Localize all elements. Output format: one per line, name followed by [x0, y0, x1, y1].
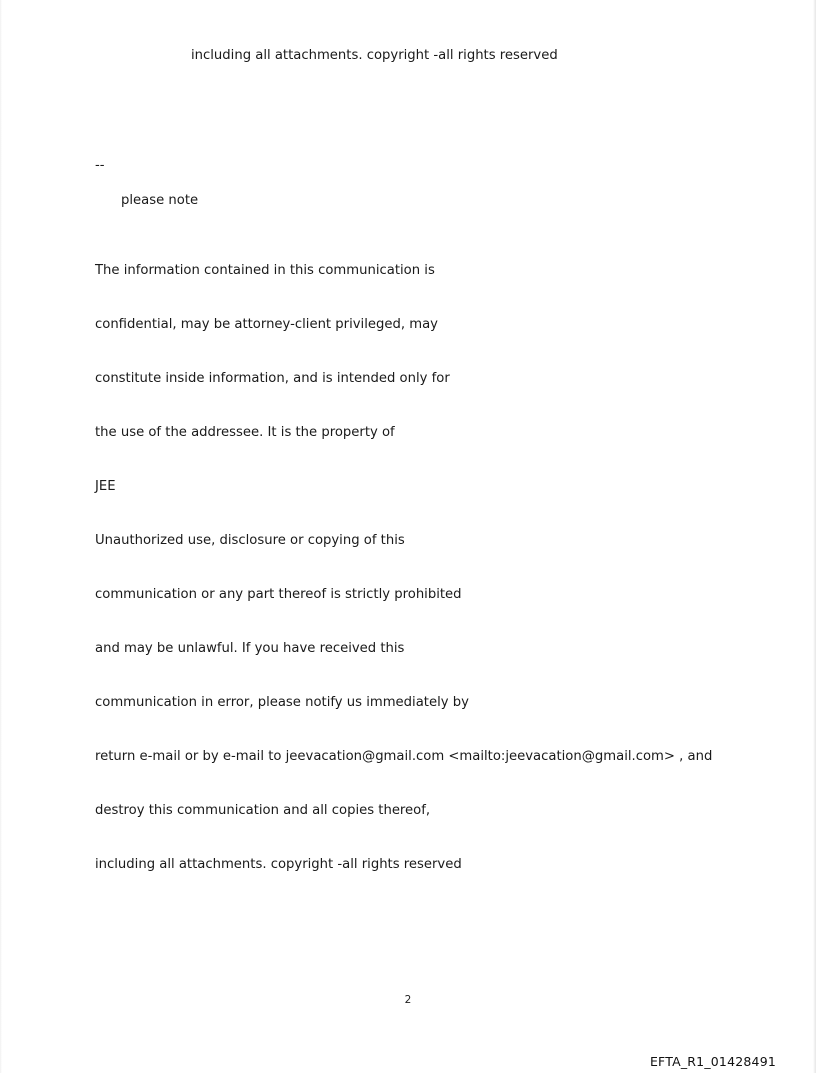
disclaimer-line: Unauthorized use, disclosure or copying of this	[95, 533, 405, 548]
please-note-label: please note	[121, 193, 199, 208]
disclaimer-line: the use of the addressee. It is the property of	[95, 425, 395, 440]
disclaimer-line: The information contained in this communication is	[95, 263, 435, 278]
disclaimer-line: communication in error, please notify us immediately by	[95, 695, 469, 710]
disclaimer-line: return e-mail or by e-mail to jeevacation@gmail.com <mailto:jeevacation@gmail.com> , and	[95, 749, 713, 764]
disclaimer-line: communication or any part thereof is strictly prohibited	[95, 587, 462, 602]
disclaimer-line: including all attachments. copyright -all rights reserved	[95, 857, 462, 872]
disclaimer-line: confidential, may be attorney-client privileged, may	[95, 317, 438, 332]
disclaimer-line: constitute inside information, and is intended only for	[95, 371, 450, 386]
confidentiality-disclaimer	[95, 226, 712, 910]
signature-separator: --	[95, 158, 105, 173]
bates-number: EFTA_R1_01428491	[649, 1054, 776, 1069]
disclaimer-line: destroy this communication and all copies thereof,	[95, 803, 431, 818]
disclaimer-line: and may be unlawful. If you have received this	[95, 641, 405, 656]
header-continuation-text: including all attachments. copyright -all rights reserved	[191, 48, 558, 63]
page-number: 2	[404, 994, 412, 1006]
disclaimer-line: JEE	[95, 479, 116, 494]
